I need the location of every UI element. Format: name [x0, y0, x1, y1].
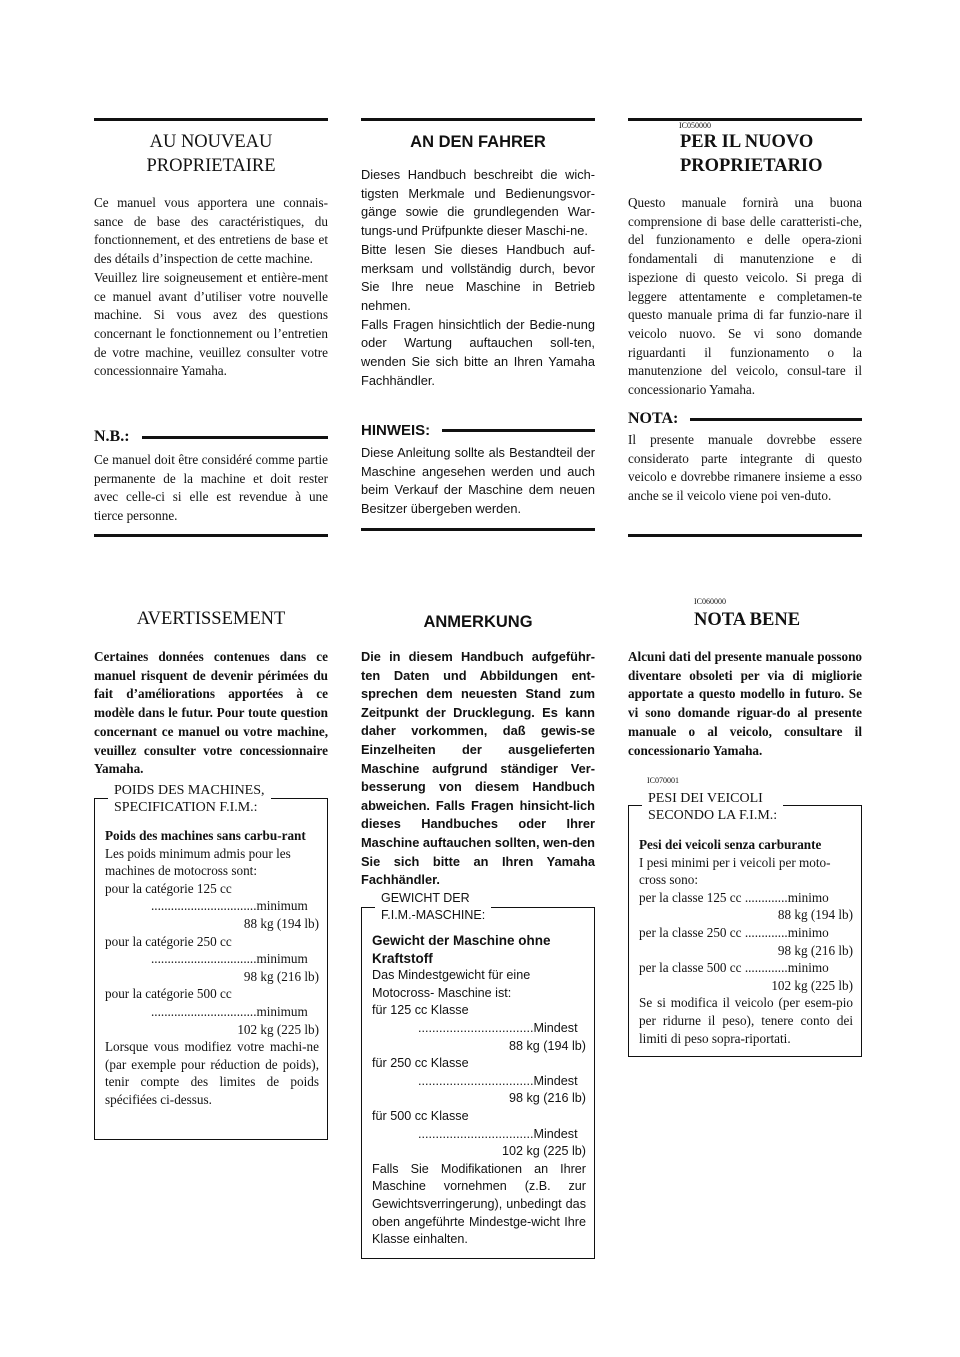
weight-class-value: 98 kg (216 lb)	[508, 1091, 586, 1106]
page-title: PROPRIETARIO	[680, 156, 823, 176]
note-label: NOTA:	[628, 410, 679, 427]
note-heading	[628, 410, 862, 428]
warning-title: NOTA BENE	[694, 610, 801, 630]
weight-class-label: per la classe 250 cc	[639, 924, 742, 940]
divider	[442, 429, 595, 432]
weight-class-value: 88 kg (194 lb)	[243, 915, 319, 931]
weight-box-heading: Gewicht der Maschine ohne Kraftstoff	[372, 933, 551, 966]
weight-box-outro: Falls Sie Modifikationen an Ihrer Maschine vornehmen (z.B. zur Gewichtsverringerung), unbedingt das oben angeführte Mindestge-wicht Ihre Klasse einhalten.	[372, 1161, 586, 1247]
section-rule-it	[628, 534, 862, 537]
section-code: IC050000	[679, 121, 711, 130]
weight-box-body	[105, 827, 319, 1109]
note-text: Diese Anleitung sollte als Bestandteil der Maschine angesehen werden und auch beim Verkauf der Maschine dem neuen Besitzer übergeben werden.	[361, 445, 595, 517]
weight-box-title	[642, 790, 783, 824]
note-text: Il presente manuale dovrebbe essere considerato parte integrante di questo veicolo e dovrebbe rimanere insieme a esso anche se il veicolo viene poi ven-duto.	[628, 432, 862, 504]
weight-class-dots: .............minimo	[741, 889, 829, 905]
weight-class-label: für 250 cc Klasse	[372, 1056, 469, 1071]
weight-class-value: 102 kg (225 lb)	[771, 977, 853, 993]
weight-class-dots: .................................Mindest	[418, 1020, 578, 1035]
weight-class-label: per la classe 125 cc	[639, 889, 742, 905]
weight-class-label: per la classe 500 cc	[639, 960, 742, 976]
weight-box	[361, 907, 595, 1259]
note-text: Ce manuel doit être considéré comme partie permanente de la machine et doit rester avec celle-ci si elle est revendue à une tierce personne.	[94, 452, 328, 524]
french-intro-column	[94, 130, 328, 381]
weight-class-label: pour la catégorie 125 cc	[105, 880, 232, 896]
weight-class-dots: .................................Mindest	[418, 1126, 578, 1141]
top-rule-fr	[94, 118, 328, 121]
weight-class-row	[639, 889, 853, 907]
weight-box-outro: Se si modifica il veicolo (per esem-pio per ridurne il peso), tenere conto dei limiti di peso sopra-riportati.	[639, 995, 853, 1046]
page-title: PER IL NUOVO	[680, 132, 814, 152]
weight-class-row	[639, 924, 853, 942]
weight-box-title-line: POIDS DES MACHINES,	[114, 783, 265, 798]
italian-intro-column	[628, 130, 862, 400]
german-intro-column	[361, 130, 595, 390]
section-code: IC060000	[694, 597, 726, 606]
weight-box-intro: Das Mindestgewicht für eine Motocross- Maschine ist:	[372, 968, 531, 1000]
intro-text: Ce manuel vous apportera une connais-sance de base des caractéristiques, du fonctionnement, et des entretiens de base et des détails d’inspection de cette machine. Veuillez lire soigneusement et entière-ment ce manuel avant d’utiliser votre nouvelle machine. Si vous avez des questions concernant le fonctionnement ou l’entretien de votre machine, veuillez consulter votre concessionnaire Yamaha.	[94, 195, 328, 379]
weight-class-label: pour la catégorie 250 cc	[105, 933, 232, 949]
weight-class-value: 98 kg (216 lb)	[243, 968, 319, 984]
weight-box-body	[372, 932, 586, 1249]
weight-class-row	[639, 959, 853, 977]
page-title: AU NOUVEAU	[149, 132, 273, 152]
note-heading	[94, 428, 328, 446]
weight-class-dots: .............minimo	[741, 960, 829, 976]
weight-class-label: für 125 cc Klasse	[372, 1003, 469, 1018]
weight-box-heading: Pesi dei veicoli senza carburante	[639, 837, 822, 852]
warning-title: AVERTISSEMENT	[136, 609, 286, 629]
weight-class-dots: ................................minimum	[151, 898, 308, 914]
weight-box-outro: Lorsque vous modifiez votre machi-ne (par exemple pour réduction de poids), tenir compte des limites de poids spécifiées ci-dessus.	[105, 1039, 319, 1107]
top-rule-de	[361, 118, 595, 121]
weight-class-dots: ................................minimum	[151, 1003, 308, 1019]
intro-text: Dieses Handbuch beschreibt die wich-tigsten Merkmale und Bedienungsvor-gänge sowie die grundlegenden War-tungs-und Prüfpunkte dieser Maschi-ne. Bitte lesen Sie dieses Handbuch auf-merksam und vollständig durch, bevor Sie Ihre neue Maschine in Betrieb nehmen. Falls Fragen hinsichtlich der Bedie-nung oder Wartung auftauchen soll-ten, wenden Sie sich bitte an Ihren Yamaha Fachhändler.	[361, 167, 595, 388]
weight-box-title-line: SECONDO LA F.I.M.:	[648, 808, 778, 823]
warning-text: Die in diesem Handbuch aufgeführ-ten Daten und Abbildungen ent-sprechen dem neuesten Stand zum Zeitpunkt der Drucklegung. Es kann daher vorkommen, daß gewis-se Einzelheiten der ausgelieferten Maschine aufgrund ständiger Ver-besserung von diesem Handbuch abweichen. Falls Fragen hinsicht-lich dieses Handbuches oder Ihrer Maschine auftauchen sollten, wen-den Sie sich bitte an Ihren Yamaha Fachhändler.	[361, 649, 595, 888]
section-rule-de	[361, 528, 595, 531]
weight-class-value: 102 kg (225 lb)	[237, 1021, 319, 1037]
note-heading	[361, 422, 595, 439]
weight-class-dots: ................................minimum	[151, 951, 308, 967]
page-title: PROPRIETAIRE	[146, 156, 276, 176]
warning-text: Alcuni dati del presente manuale possono diventare obsoleti per via di migliorie apportate a questo modello in futuro. Se vi sono domande riguar-do al presente manuale o al veicolo, consultare il concessionario Yamaha.	[628, 649, 862, 758]
weight-class-dots: .................................Mindest	[418, 1073, 578, 1088]
note-label: HINWEIS:	[361, 422, 431, 439]
weight-box	[628, 805, 862, 1057]
weight-class-value: 102 kg (225 lb)	[501, 1144, 586, 1159]
divider	[142, 436, 328, 439]
section-rule-fr	[94, 534, 328, 537]
weight-box-intro: I pesi minimi per i veicoli per moto-cross sono:	[639, 854, 831, 888]
weight-class-value: 98 kg (216 lb)	[777, 942, 853, 958]
weight-box-title-line: SPECIFICATION F.I.M.:	[114, 800, 258, 815]
weight-box-body	[639, 836, 853, 1047]
weight-class-value: 88 kg (194 lb)	[777, 907, 853, 923]
page-title: AN DEN FAHRER	[410, 133, 546, 151]
weight-class-label: pour la catégorie 500 cc	[105, 986, 232, 1002]
weight-box-title-line: GEWICHT DER	[381, 891, 470, 905]
weight-class-label: für 500 cc Klasse	[372, 1108, 469, 1123]
section-code: IC070001	[647, 776, 679, 785]
weight-box-title-line: PESI DEI VEICOLI	[648, 791, 763, 806]
divider	[690, 418, 862, 421]
weight-box-intro: Les poids minimum admis pour les machines de motocross sont:	[105, 845, 291, 879]
note-label: N.B.:	[94, 428, 130, 445]
weight-box-title	[375, 890, 491, 924]
weight-box	[94, 798, 328, 1140]
weight-class-value: 88 kg (194 lb)	[508, 1038, 586, 1053]
intro-text: Questo manuale fornirà una buona comprensione di base delle caratteristi-che, del funzionamento e delle opera-zioni fondamentali di manutenzione e di ispezione di questo veicolo. Si prega di leggere attentamente e completamen-te questo manuale prima di far funzio-nare il veicolo nuovo. Se vi sono domande riguardanti il funzionamento o la manutenzione del veicolo, consul-tare il concessionario Yamaha.	[628, 195, 862, 398]
weight-box-title-line: F.I.M.-MASCHINE:	[381, 908, 486, 922]
top-rule-it	[628, 118, 862, 121]
weight-box-heading: Poids des machines sans carbu-rant	[105, 828, 306, 843]
weight-class-dots: .............minimo	[741, 924, 829, 940]
weight-box-title	[108, 782, 271, 816]
warning-text: Certaines données contenues dans ce manuel risquent de devenir périmées du fait d’améliorations apportées à ce modèle dans le futur. Pour toute question concernant ce manuel ou votre machine, veuillez consulter votre concessionnaire Yamaha.	[94, 649, 328, 777]
warning-title: ANMERKUNG	[423, 613, 533, 631]
